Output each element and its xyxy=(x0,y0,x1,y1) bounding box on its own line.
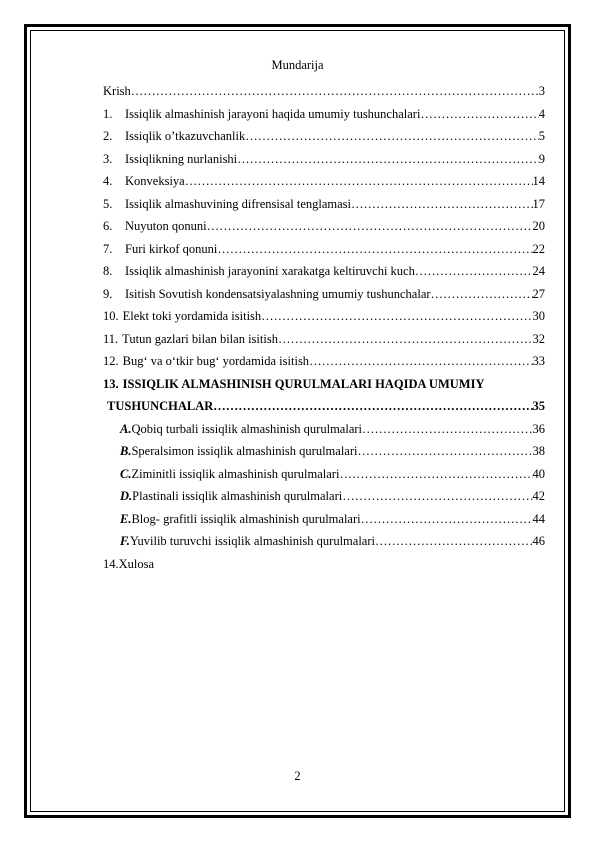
toc-entry-page: 3 xyxy=(538,84,545,98)
leader-dots xyxy=(431,283,533,306)
toc-entry-3[interactable] xyxy=(103,148,545,171)
leader-dots xyxy=(207,215,533,238)
toc-entry-label: Issiqlik o’tkazuvchanlik xyxy=(125,129,246,143)
toc-subentry-a[interactable] xyxy=(103,418,545,441)
toc-entry-page: 33 xyxy=(532,354,545,368)
leader-dots xyxy=(361,508,533,531)
toc-entry-label: Elekt toki yordamida isitish xyxy=(122,309,262,323)
toc-entry-11[interactable] xyxy=(103,328,545,351)
toc-entry-label: Isitish Sovutish kondensatsiyalashning umumiy tushunchalar xyxy=(125,286,431,301)
toc-entry-12[interactable] xyxy=(103,350,545,373)
toc-subentry-b[interactable] xyxy=(103,440,545,463)
leader-dots xyxy=(237,148,539,171)
toc-subentry-label: Ziminitli issiqlik almashinish qurulmalari xyxy=(131,466,340,481)
toc-entry-2[interactable] xyxy=(103,125,545,148)
leader-dots xyxy=(278,328,533,351)
toc-entry-page: 30 xyxy=(532,309,545,323)
toc-subentry-letter: A. xyxy=(120,421,132,436)
leader-dots xyxy=(358,440,533,463)
toc-subentry-e[interactable] xyxy=(103,508,545,531)
toc-subentry-label: Plastinali issiqlik almashinish qurulmalari xyxy=(132,489,343,503)
toc-entry-number: 10. xyxy=(103,309,119,323)
toc-entry-page: 20 xyxy=(532,219,545,233)
toc-subentry-label: Yuvilib turuvchi issiqlik almashinish qurulmalari xyxy=(129,534,375,548)
toc-entry-5[interactable] xyxy=(103,193,545,216)
toc-entry-number: 7. xyxy=(103,241,113,256)
toc-entry-label: Issiqlik almashinish jarayoni haqida umumiy tushunchalari xyxy=(125,106,421,121)
leader-dots xyxy=(415,260,533,283)
toc-entry-label: Nuyuton qonuni xyxy=(125,219,207,233)
toc-subentry-d[interactable] xyxy=(103,485,545,508)
toc-entry-page: 4 xyxy=(538,106,545,121)
toc-entry-page: 27 xyxy=(532,286,545,301)
leader-dots xyxy=(375,530,533,553)
toc-subentry-label: Qobiq turbali issiqlik almashinish qurulmalari xyxy=(131,421,362,436)
toc-subentry-letter: F. xyxy=(120,534,130,548)
toc-entry-number: 9. xyxy=(103,286,113,301)
toc-entry-label: Tutun gazlari bilan bilan isitish xyxy=(122,331,278,346)
leader-dots xyxy=(245,125,539,148)
toc-entry-6[interactable] xyxy=(103,215,545,238)
leader-dots xyxy=(309,350,532,373)
table-of-contents xyxy=(103,80,545,575)
toc-subentry-page: 40 xyxy=(532,466,545,481)
toc-subentry-letter: E. xyxy=(120,511,132,526)
toc-subentry-page: 36 xyxy=(532,421,545,436)
toc-entry-9[interactable] xyxy=(103,283,545,306)
toc-subentry-letter: D. xyxy=(120,489,133,503)
toc-entry-number: 13. xyxy=(103,376,119,391)
leader-dots xyxy=(339,463,532,486)
leader-dots xyxy=(420,103,538,126)
toc-entry-label: TUSHUNCHALAR xyxy=(107,399,214,413)
toc-entry-label: Xulosa xyxy=(118,556,155,571)
toc-entry-label: Issiqlikning nurlanishi xyxy=(125,151,238,166)
leader-dots xyxy=(131,80,539,103)
toc-entry-number: 8. xyxy=(103,264,113,278)
toc-entry-number: 3. xyxy=(103,151,113,166)
toc-subentry-c[interactable] xyxy=(103,463,545,486)
toc-entry-number: 11. xyxy=(103,331,119,346)
toc-subentry-page: 38 xyxy=(532,444,545,458)
toc-subentry-letter: C. xyxy=(120,466,132,481)
toc-entry-label: Krish xyxy=(103,84,131,98)
toc-entry-14[interactable] xyxy=(103,553,545,576)
toc-entry-intro[interactable] xyxy=(103,80,545,103)
toc-subentry-page: 44 xyxy=(532,511,545,526)
toc-subentry-page: 46 xyxy=(532,534,545,548)
toc-entry-label: Bug‘ va o‘tkir bug‘ yordamida isitish xyxy=(122,354,310,368)
leader-dots xyxy=(261,305,532,328)
toc-entry-4[interactable] xyxy=(103,170,545,193)
page-title: Mundarija xyxy=(271,58,324,72)
toc-entry-page: 32 xyxy=(532,331,545,346)
toc-entry-number: 2. xyxy=(103,129,113,143)
leader-dots xyxy=(217,238,532,261)
toc-entry-label: ISSIQLIK ALMASHINISH QURULMALARI HAQIDA UMUMIY xyxy=(122,376,485,391)
toc-subentry-f[interactable] xyxy=(103,530,545,553)
toc-entry-page: 22 xyxy=(532,241,545,256)
toc-entry-13-continued[interactable] xyxy=(103,395,545,418)
toc-subentry-label: Blog- grafitli issiqlik almashinish qurulmalari xyxy=(131,511,361,526)
toc-entry-number: 12. xyxy=(103,354,119,368)
toc-entry-label: Issiqlik almashuvining difrensisal tenglamasi xyxy=(125,196,352,211)
toc-entry-number: 5. xyxy=(103,196,113,211)
leader-dots xyxy=(213,395,532,418)
toc-entry-number: 14. xyxy=(103,556,119,571)
toc-entry-label: Konveksiya xyxy=(125,174,185,188)
toc-entry-page: 17 xyxy=(532,196,545,211)
toc-entry-label: Furi kirkof qonuni xyxy=(125,241,218,256)
toc-entry-7[interactable] xyxy=(103,238,545,261)
toc-entry-8[interactable] xyxy=(103,260,545,283)
toc-subentry-letter: B. xyxy=(120,444,132,458)
toc-entry-label: Issiqlik almashinish jarayonini xarakatga keltiruvchi kuch xyxy=(125,264,415,278)
toc-entry-page: 5 xyxy=(538,129,545,143)
toc-entry-page: 14 xyxy=(532,174,545,188)
toc-entry-page: 9 xyxy=(538,151,545,166)
toc-entry-number: 4. xyxy=(103,174,113,188)
toc-entry-number: 1. xyxy=(103,106,113,121)
toc-subentry-label: Speralsimon issiqlik almashinish qurulmalari xyxy=(131,444,358,458)
toc-entry-number: 6. xyxy=(103,219,113,233)
leader-dots xyxy=(185,170,533,193)
page-number: 2 xyxy=(294,769,301,783)
toc-entry-page: 35 xyxy=(532,399,545,413)
leader-dots xyxy=(342,485,532,508)
leader-dots xyxy=(362,418,533,441)
toc-entry-1[interactable] xyxy=(103,103,545,126)
toc-entry-13[interactable] xyxy=(103,373,545,396)
toc-entry-page: 24 xyxy=(532,264,545,278)
leader-dots xyxy=(351,193,532,216)
toc-subentry-page: 42 xyxy=(532,489,545,503)
toc-entry-10[interactable] xyxy=(103,305,545,328)
